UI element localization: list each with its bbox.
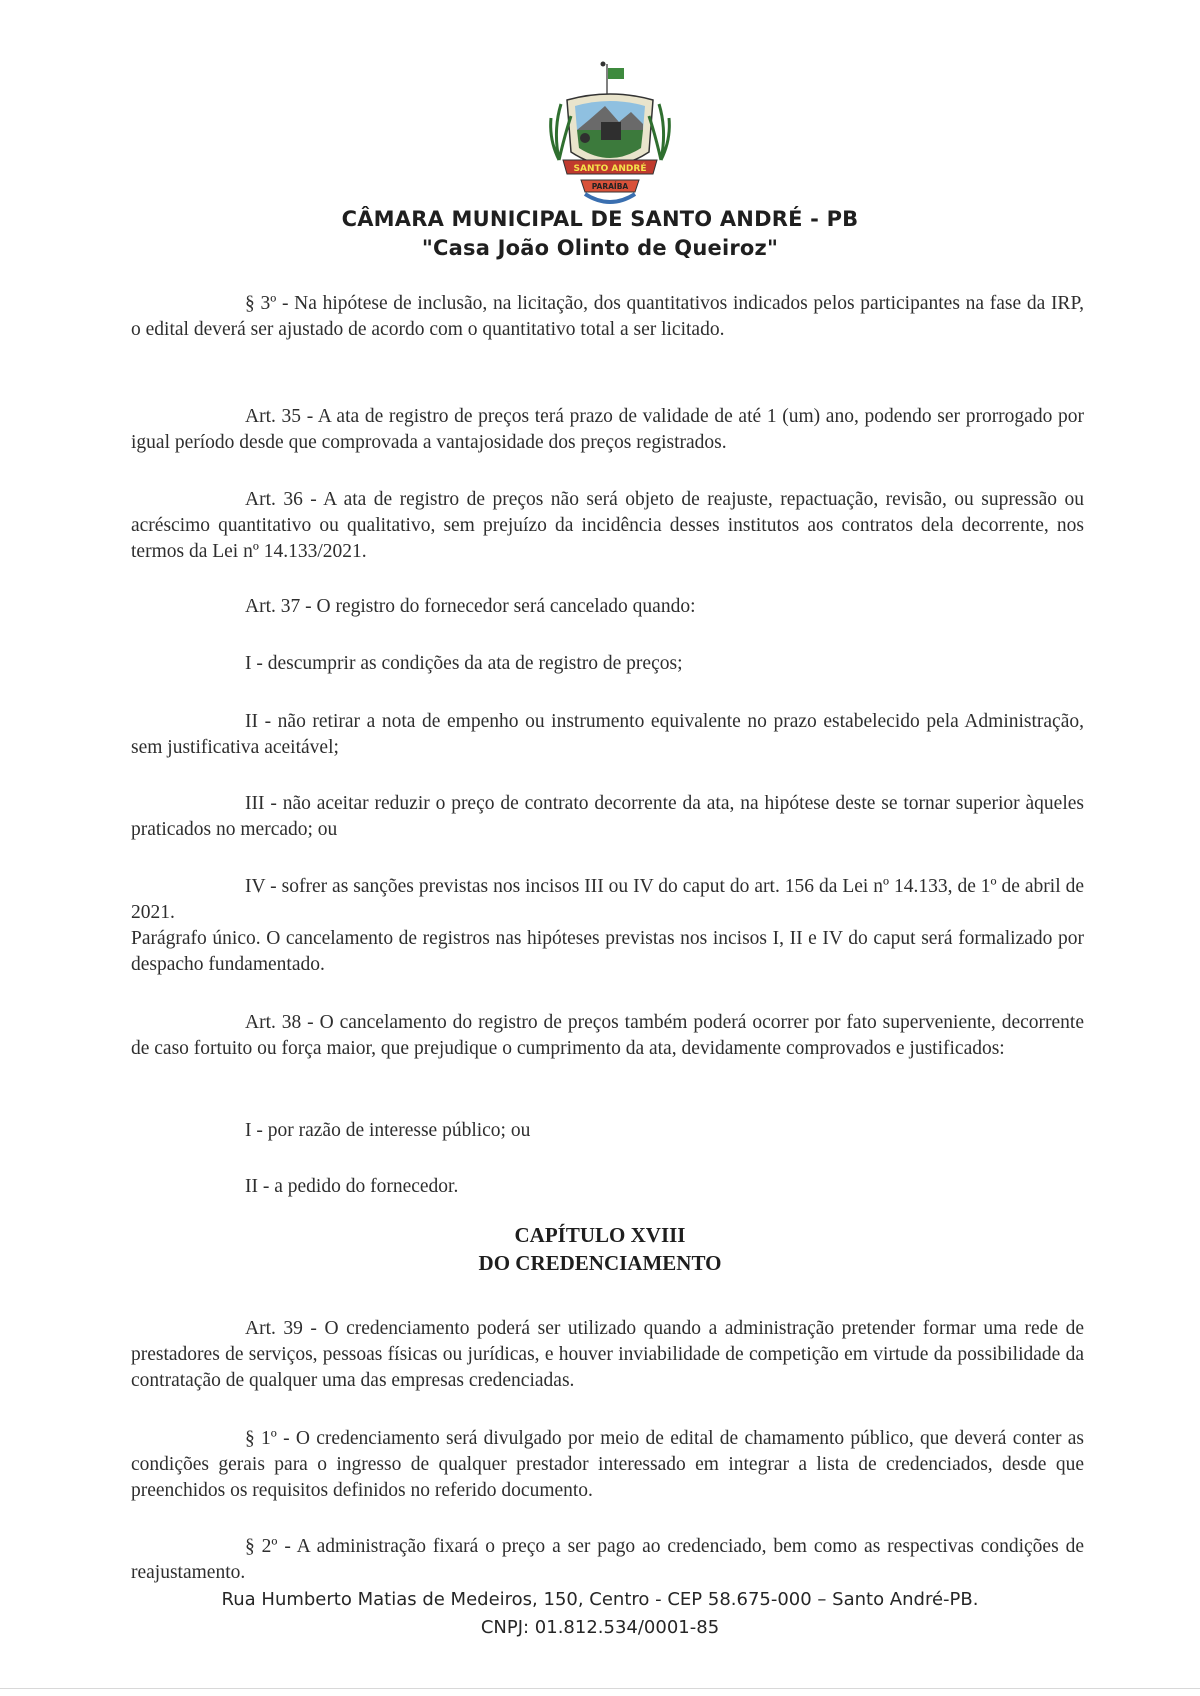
page-edge-divider bbox=[0, 1688, 1200, 1689]
paragraph-art37-unico: Parágrafo único. O cancelamento de registros nas hipóteses previstas nos incisos I, II e IV do caput será formalizado por despacho fundamentado. bbox=[131, 928, 1084, 975]
paragraph-art37: Art. 37 - O registro do fornecedor será cancelado quando: bbox=[245, 596, 696, 617]
page-subtitle: "Casa João Olinto de Queiroz" bbox=[421, 236, 779, 260]
page-title: CÂMARA MUNICIPAL DE SANTO ANDRÉ - PB bbox=[341, 207, 859, 231]
paragraph-art39-sec2: § 2º - A administração fixará o preço a ser pago ao credenciado, bem como as respectivas condições de reajustamento. bbox=[131, 1536, 1084, 1583]
paragraph-art36: Art. 36 - A ata de registro de preços não será objeto de reajuste, repactuação, revisão, ou supressão ou acréscimo quantitativo ou qualitativo, sem prejuízo da incidência desses institutos aos contratos dela decorrente, nos termos da Lei nº 14.133/2021. bbox=[131, 489, 1084, 562]
paragraph-art38-i: I - por razão de interesse público; ou bbox=[245, 1120, 531, 1141]
svg-text:SANTO ANDRÉ: SANTO ANDRÉ bbox=[573, 164, 647, 174]
svg-text:PARAÍBA: PARAÍBA bbox=[591, 182, 629, 191]
paragraph-art37-i: I - descumprir as condições da ata de registro de preços; bbox=[245, 653, 683, 674]
paragraph-art35: Art. 35 - A ata de registro de preços terá prazo de validade de até 1 (um) ano, podendo ser prorrogado por igual período desde que comprovada a vantajosidade dos preços registrados. bbox=[131, 406, 1084, 453]
footer-address: Rua Humberto Matias de Medeiros, 150, Centro - CEP 58.675-000 – Santo André-PB. bbox=[221, 1589, 979, 1610]
chapter-number: CAPÍTULO XVIII bbox=[514, 1223, 686, 1247]
municipal-crest-icon bbox=[545, 60, 675, 210]
chapter-title: DO CREDENCIAMENTO bbox=[478, 1251, 722, 1275]
paragraph-art39: Art. 39 - O credenciamento poderá ser utilizado quando a administração pretender formar uma rede de prestadores de serviços, pessoas físicas ou jurídicas, e houver inviabilidade de competição em virtude da possibilidade da contratação de qualquer uma das empresas credenciadas. bbox=[131, 1318, 1084, 1391]
footer-cnpj: CNPJ: 01.812.534/0001-85 bbox=[480, 1617, 720, 1638]
paragraph-art39-sec1: § 1º - O credenciamento será divulgado por meio de edital de chamamento público, que deverá conter as condições gerais para o ingresso de qualquer prestador interessado em integrar a lista de credenciados, desde que preenchidos os requisitos definidos no referido documento. bbox=[131, 1428, 1084, 1501]
paragraph-sec3: § 3º - Na hipótese de inclusão, na licitação, dos quantitativos indicados pelos participantes na fase da IRP, o edital deverá ser ajustado de acordo com o quantitativo total a ser licitado. bbox=[131, 293, 1084, 340]
paragraph-art38: Art. 38 - O cancelamento do registro de preços também poderá ocorrer por fato superveniente, decorrente de caso fortuito ou força maior, que prejudique o cumprimento da ata, devidamente comprovados e justificados: bbox=[131, 1012, 1084, 1059]
paragraph-art37-iii: III - não aceitar reduzir o preço de contrato decorrente da ata, na hipótese deste se tornar superior àqueles praticados no mercado; ou bbox=[131, 793, 1084, 840]
paragraph-art38-ii: II - a pedido do fornecedor. bbox=[245, 1176, 459, 1197]
paragraph-art37-iv: IV - sofrer as sanções previstas nos incisos III ou IV do caput do art. 156 da Lei nº 14.133, de 1º de abril de 2021. bbox=[131, 876, 1084, 923]
paragraph-art37-ii: II - não retirar a nota de empenho ou instrumento equivalente no prazo estabelecido pela Administração, sem justificativa aceitável; bbox=[131, 711, 1084, 758]
